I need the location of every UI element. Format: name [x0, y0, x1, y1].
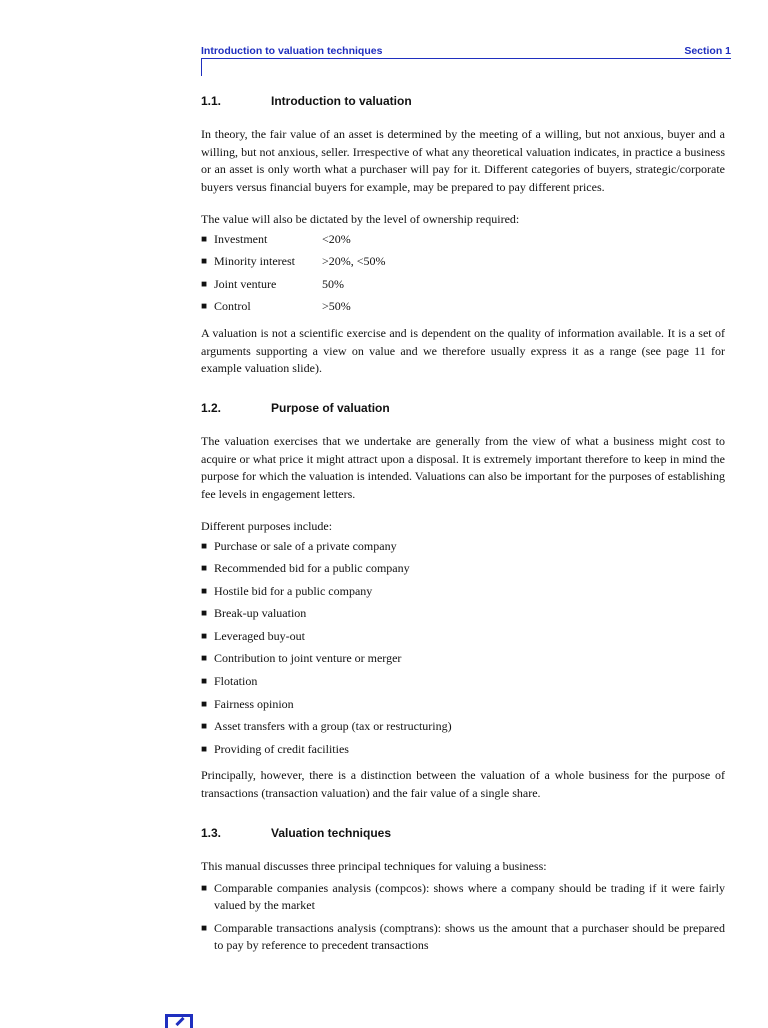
- section-title: Valuation techniques: [271, 825, 392, 840]
- ownership-label: Minority interest: [214, 254, 295, 269]
- bullet-icon: ■: [201, 721, 208, 733]
- bullet-icon: ■: [201, 743, 208, 755]
- paragraph: A valuation is not a scientific exercise and is dependent on the quality of information available. It is a set of arguments supporting a view on value and we therefore usually express it as a range (see page 11 for example valuation slide).: [201, 325, 725, 376]
- ownership-value: 50%: [322, 276, 344, 291]
- ownership-value: >50%: [322, 299, 351, 314]
- list-item-text: Providing of credit facilities: [214, 741, 349, 756]
- paragraph: The valuation exercises that we undertake are generally from the view of what a business might cost to acquire or what price it might attract upon a disposal. It is extremely important therefore to keep in mind the purpose for which the valuation is intended. Valuations can also be important for the purposes of establishing fee levels in engagement letters.: [201, 434, 725, 502]
- purposes-list: [201, 538, 725, 764]
- bullet-icon: ■: [201, 233, 208, 245]
- bullet-icon: ■: [201, 653, 208, 665]
- bullet-icon: ■: [201, 278, 208, 290]
- list-item-text: Recommended bid for a public company: [214, 561, 410, 576]
- bullet-icon: ■: [201, 630, 208, 642]
- section-number: 1.2.: [201, 401, 222, 415]
- section-heading-1-1: [201, 94, 725, 110]
- list-item: [201, 253, 725, 276]
- bullet-icon: ■: [201, 585, 208, 597]
- paragraph: In theory, the fair value of an asset is determined by the meeting of a willing, but not anxious, buyer and a willing, but not anxious, seller. Irrespective of what any theoretical valuation indicates, in practice a business or an asset is only worth what a purchaser will pay for it. Different categories of buyers, strategic/corporate buyers versus financial buyers for example, may be prepared to pay different prices.: [201, 127, 725, 195]
- header-rule: [201, 58, 731, 59]
- bullet-icon: ■: [201, 882, 208, 894]
- bullet-icon: ■: [201, 256, 208, 268]
- list-item: [201, 583, 725, 606]
- ownership-label: Investment: [214, 231, 268, 246]
- list-item: [201, 560, 725, 583]
- paragraph: This manual discusses three principal techniques for valuing a business:: [201, 858, 547, 873]
- header-section: Section 1: [684, 45, 731, 57]
- list-item: [201, 298, 725, 321]
- list-item: [201, 696, 725, 719]
- bullet-icon: ■: [201, 563, 208, 575]
- section-heading-1-3: [201, 826, 725, 842]
- list-item: [201, 673, 725, 696]
- header-rule-tick: [201, 58, 202, 76]
- section-title: Purpose of valuation: [271, 401, 390, 415]
- paragraph: The value will also be dictated by the level of ownership required:: [201, 211, 520, 226]
- paragraph: Principally, however, there is a distinction between the valuation of a whole business for the purpose of transactions (transaction valuation) and the fair value of a single share.: [201, 768, 725, 801]
- bullet-icon: ■: [201, 301, 208, 313]
- list-item: [201, 650, 725, 673]
- list-item-text: Contribution to joint venture or merger: [214, 651, 402, 666]
- list-item: [201, 741, 725, 764]
- bullet-icon: ■: [201, 922, 208, 934]
- list-item-text: Purchase or sale of a private company: [214, 538, 397, 553]
- bullet-icon: ■: [201, 698, 208, 710]
- ownership-label: Control: [214, 299, 251, 314]
- list-item-text: Comparable companies analysis (compcos): shows where a company should be trading if it were fairly valued by the market: [214, 880, 725, 912]
- list-item-text: Hostile bid for a public company: [214, 583, 373, 598]
- bullet-icon: ■: [201, 540, 208, 552]
- list-item: [201, 920, 725, 954]
- techniques-list: [201, 880, 725, 954]
- deutsche-bank-logo-icon: [165, 1014, 193, 1028]
- bullet-icon: ■: [201, 608, 208, 620]
- section-number: 1.3.: [201, 825, 222, 840]
- list-item: [201, 276, 725, 299]
- list-item: [201, 628, 725, 651]
- bullet-icon: ■: [201, 676, 208, 688]
- ownership-list: [201, 231, 725, 321]
- page-body: [201, 94, 725, 960]
- list-item: [201, 231, 725, 254]
- header-title: Introduction to valuation techniques: [201, 45, 383, 57]
- section-heading-1-2: [201, 401, 725, 417]
- list-item-text: Flotation: [214, 674, 258, 689]
- paragraph: Different purposes include:: [201, 518, 333, 533]
- list-item: [201, 538, 725, 561]
- section-number: 1.1.: [201, 94, 222, 108]
- running-header: [201, 44, 731, 58]
- list-item-text: Break-up valuation: [214, 606, 307, 621]
- list-item-text: Comparable transactions analysis (comptrans): shows us the amount that a purchaser should be prepared to pay by reference to precedent transactions: [214, 920, 725, 952]
- section-title: Introduction to valuation: [271, 94, 412, 108]
- list-item: [201, 880, 725, 914]
- list-item-text: Fairness opinion: [214, 696, 294, 711]
- list-item: [201, 605, 725, 628]
- list-item-text: Leveraged buy-out: [214, 628, 305, 643]
- list-item-text: Asset transfers with a group (tax or restructuring): [214, 719, 452, 734]
- ownership-label: Joint venture: [214, 276, 277, 291]
- list-item: [201, 718, 725, 741]
- ownership-value: >20%, <50%: [322, 254, 386, 269]
- ownership-value: <20%: [322, 231, 351, 246]
